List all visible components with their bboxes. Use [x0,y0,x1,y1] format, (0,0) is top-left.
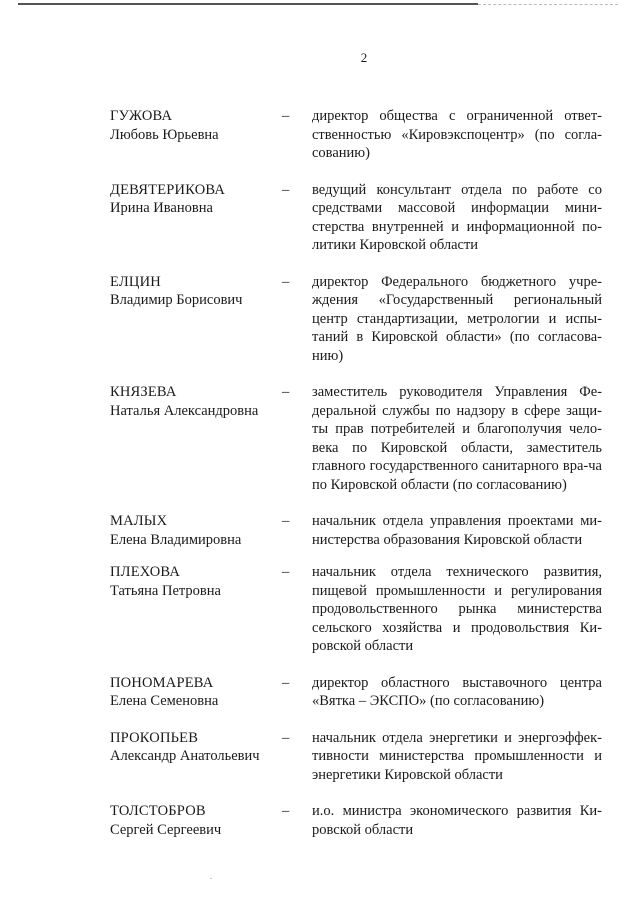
separator-dash: – [282,384,290,400]
member-entry [110,512,602,549]
separator-dash: – [282,273,290,290]
member-surname: ПЛЕХОВА [110,564,180,580]
member-name [110,512,278,549]
member-given-name: Татьяна Петровна [110,582,221,599]
member-surname: КНЯЗЕВА [110,384,177,400]
member-role: начальник отдела энергетики и энергоэффек-тивности министерства промышленности и энергетики Кировской области [312,729,602,783]
member-name [110,107,278,144]
member-role: ведущий консультант отдела по работе со средствами массовой информации мини-стерства внутренней и информационной по-литики Кировской области [312,181,602,253]
separator-dash: – [282,513,290,529]
member-given-name: Любовь Юрьевна [110,126,219,143]
member-name [110,563,278,600]
member-entry [110,383,602,494]
member-surname: ТОЛСТОБРОВ [110,803,206,819]
member-given-name: Елена Владимировна [110,531,242,548]
member-given-name: Владимир Борисович [110,292,243,308]
member-role: начальник отдела технического развития, пищевой промышленности и регулирования продовольственного рынка министерства сельского хозяйства и продовольствия Ки-ровской области [312,564,602,654]
member-surname: ПОНОМАРЕВА [110,674,214,691]
member-role: и.о. министра экономического развития Ки-ровской области [312,803,602,838]
member-entry [110,729,602,785]
separator-dash: – [282,674,290,691]
member-name [110,181,278,218]
member-surname: МАЛЫХ [110,513,168,529]
member-given-name: Наталья Александровна [110,402,259,419]
member-name [110,273,278,310]
member-entry [110,273,602,366]
member-given-name: Александр Анатольевич [110,748,260,764]
separator-dash: – [282,803,290,819]
member-name [110,802,278,839]
member-surname: ЕЛЦИН [110,273,161,290]
member-entry [110,802,602,839]
member-role: заместитель руководителя Управления Фе-деральной службы по надзору в сфере защи-ты прав потребителей и благополучия чело-века по Кировской области, заместитель главного государственного санитарного вра-ча по Кировской области (по согласованию) [312,384,602,493]
member-surname: ГУЖОВА [110,108,173,124]
member-given-name: Елена Семеновна [110,693,219,709]
member-role: директор Федерального бюджетного учре-ждения «Государственный региональный центр стандартизации, метрологии и испы-таний в Кировской области» (по согласова-нию) [312,273,602,364]
page-number: 2 [360,50,368,65]
scan-top-edge-faint-line [478,4,618,5]
scan-speck [210,878,212,879]
member-surname: ДЕВЯТЕРИКОВА [110,181,226,198]
member-given-name: Сергей Сергеевич [110,821,222,838]
separator-dash: – [282,729,290,746]
scan-top-edge-line [18,3,478,5]
separator-dash: – [282,108,290,124]
member-list [110,107,602,839]
member-name [110,674,278,711]
member-role: начальник отдела управления проектами ми-нистерства образования Кировской области [312,513,602,548]
member-given-name: Ирина Ивановна [110,200,213,216]
member-surname: ПРОКОПЬЕВ [110,729,199,746]
member-entry [110,563,602,656]
member-role: директор общества с ограниченной ответ-ственностью «Кировэкспоцентр» (по согла-сованию) [312,108,602,161]
member-entry [110,181,602,255]
member-name [110,729,278,766]
member-entry [110,674,602,711]
separator-dash: – [282,564,290,580]
member-role: директор областного выставочного центра «Вятка – ЭКСПО» (по согласованию) [312,674,602,709]
separator-dash: – [282,181,290,198]
member-entry [110,107,602,163]
member-name [110,383,278,420]
